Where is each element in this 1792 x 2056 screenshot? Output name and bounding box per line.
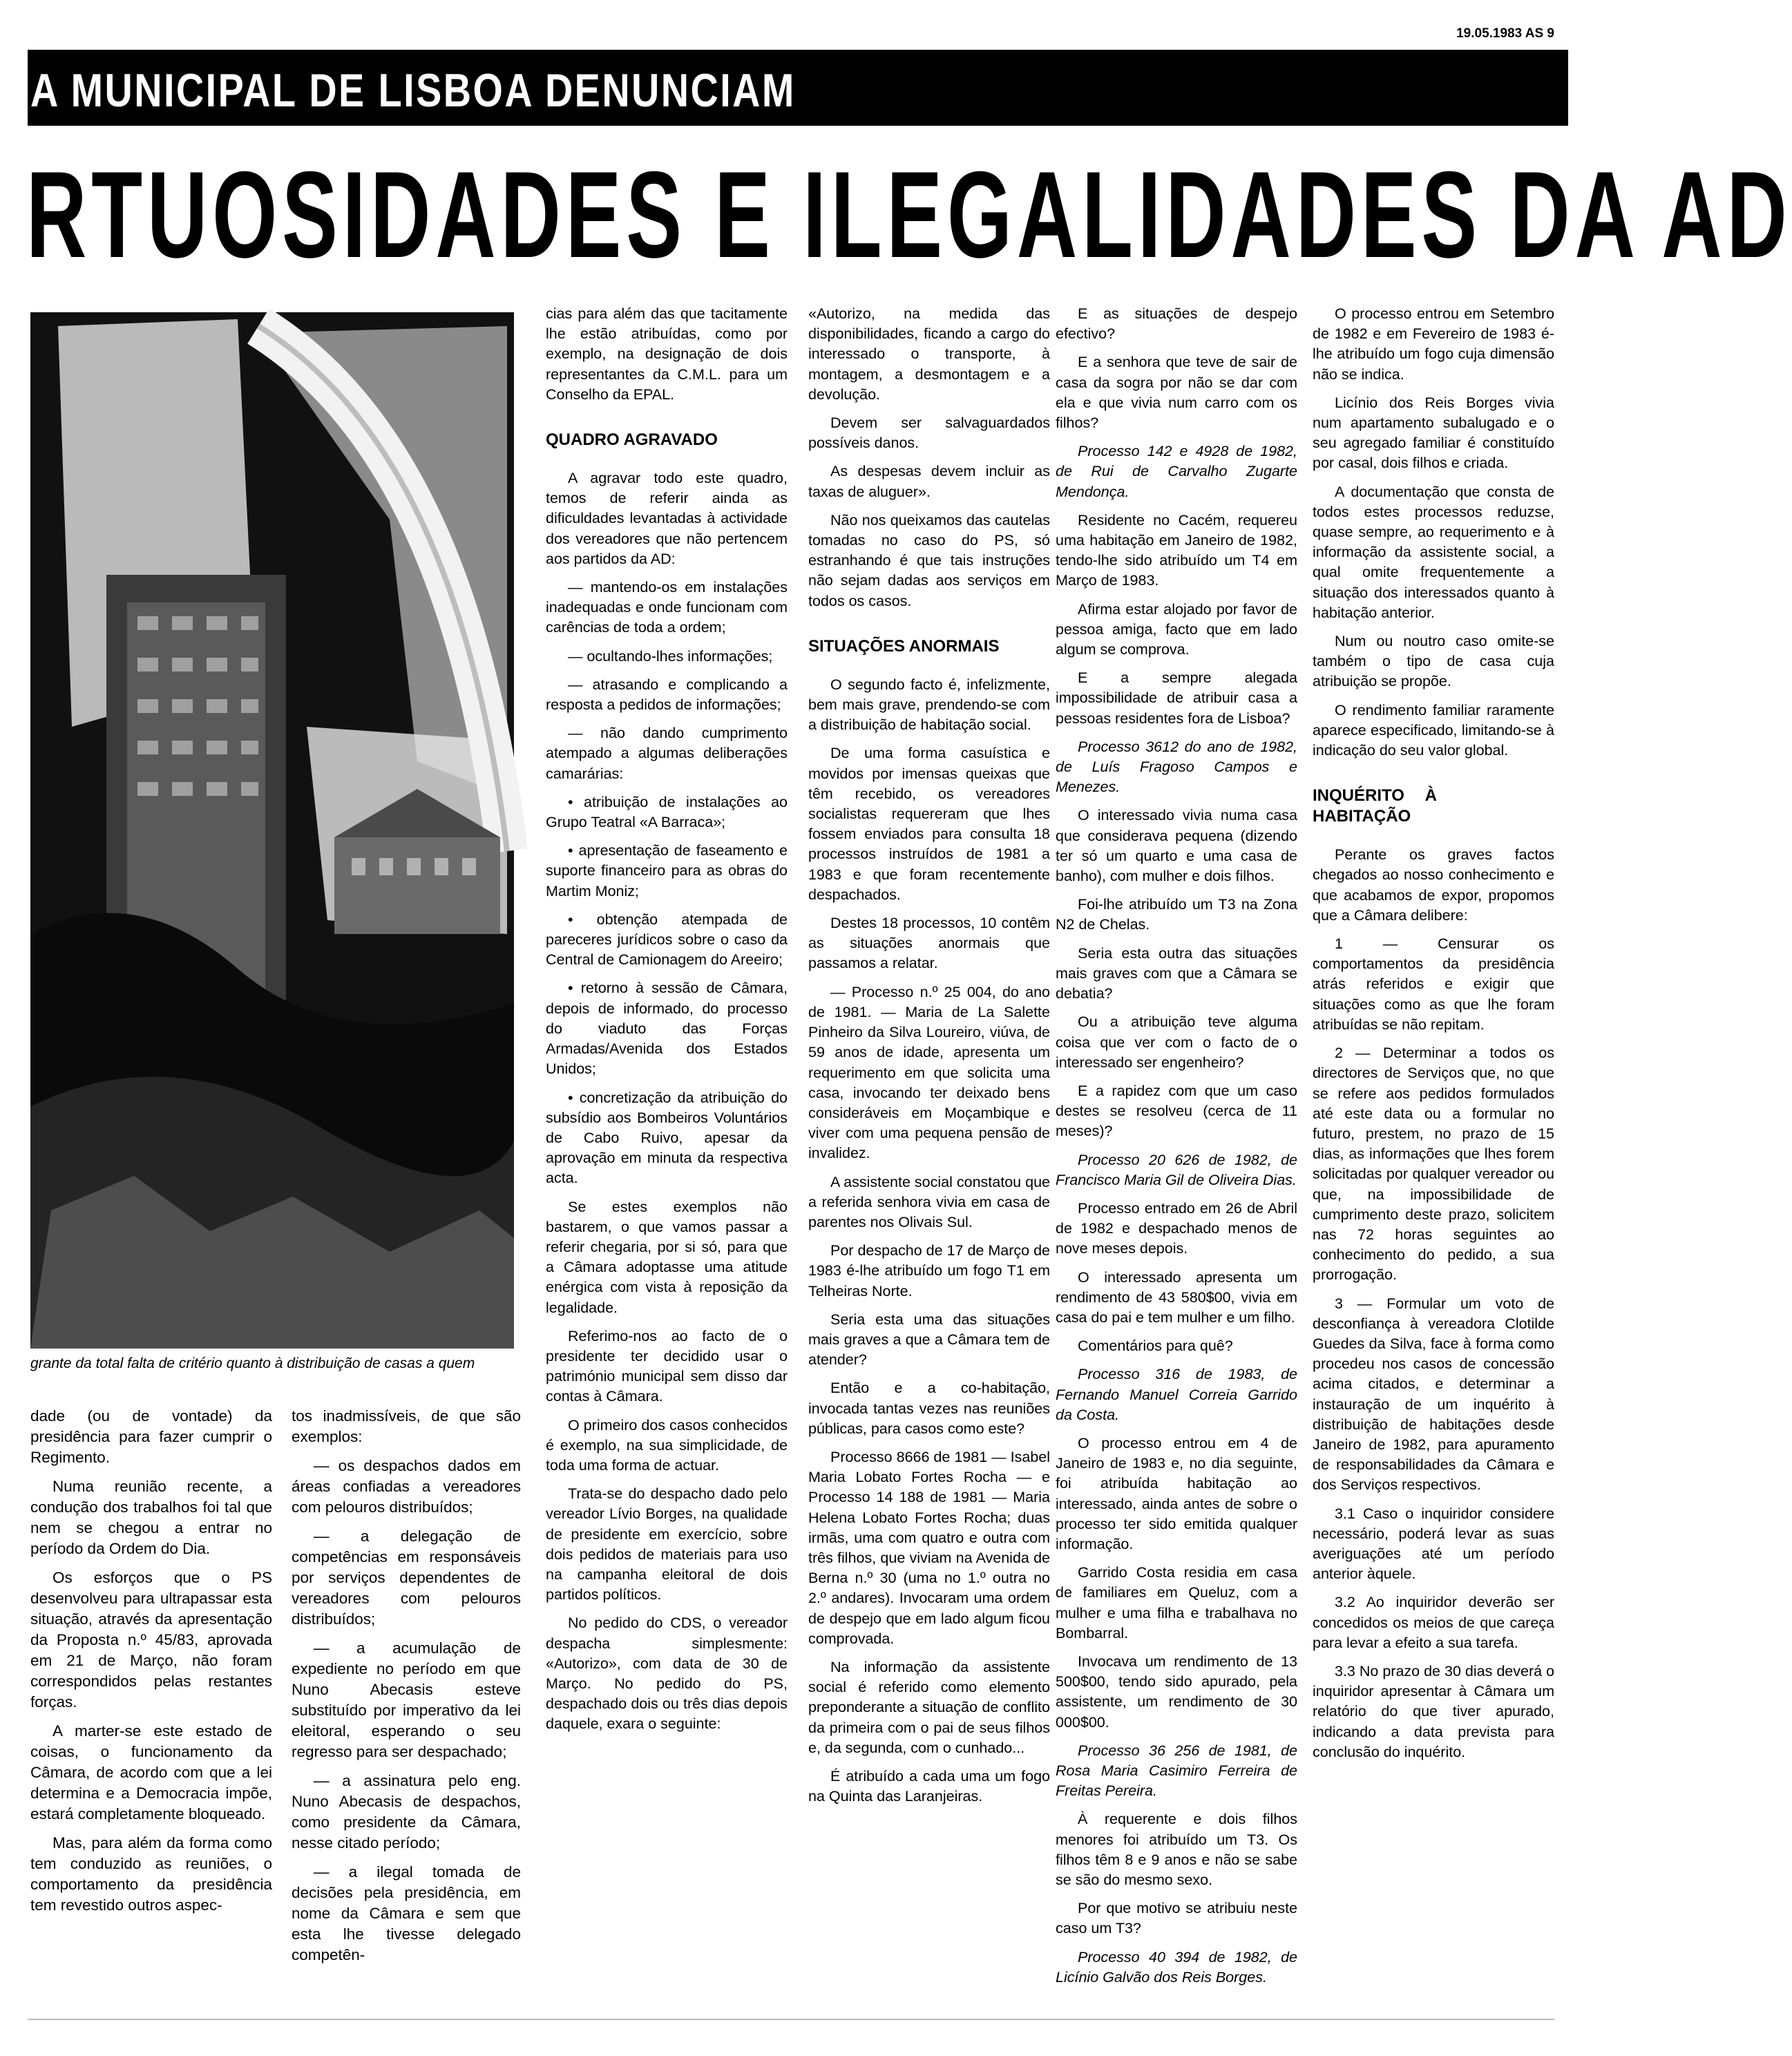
paragraph: Então e a co-habitação, invocada tantas vezes nas reuniões públicas, para casos como este? xyxy=(808,1380,1050,1437)
paragraph: 1 — Censurar os comportamentos da presidência atrás referidos e exigir que situações como as que lhe foram atribuídas se não repitam. xyxy=(1313,935,1554,1033)
paragraph: Processo entrado em 26 de Abril de 1982 e despachado menos de nove meses depois. xyxy=(1056,1199,1297,1257)
list-item: • apresentação de faseamento e suporte financeiro para as obras do Martim Moniz; xyxy=(546,842,788,900)
paragraph: 3.1 Caso o inquiridor considere necessário, poderá levar as suas averiguações até um período anterior àquele. xyxy=(1313,1505,1554,1583)
headline: RTUOSIDADES E ILEGALIDADES DA AD xyxy=(26,146,1792,283)
paragraph: — a acumulação de expediente no período em que Nuno Abecasis esteve substituído por imperativo da lei eleitoral, esperando o seu regresso para ser despachado; xyxy=(292,1639,521,1760)
paragraph: O processo entrou em Setembro de 1982 e em Fevereiro de 1983 é-lhe atribuído um fogo cuja dimensão não se indica. xyxy=(1313,305,1554,383)
list-item: • concretização da atribuição do subsídio aos Bombeiros Voluntários de Cabo Ruivo, apesar da aprovação em minuta da respectiva acta. xyxy=(546,1089,788,1187)
paragraph: — Processo n.º 25 004, do ano de 1981. — Maria de La Salette Pinheiro da Silva Loureiro, viúva, de 59 anos de idade, apresenta um requerimento em que solicita uma casa, invocando ter deixado bens consideráveis em Moçambique e viver com uma pequena pensão de invalidez. xyxy=(808,983,1050,1162)
paragraph: O processo entrou em 4 de Janeiro de 1983 e, no dia seguinte, foi atribuída habitação ao interessado, ainda antes de sobre o processo ter sido emitida qualquer informação. xyxy=(1056,1434,1297,1552)
paragraph: Garrido Costa residia em casa de familiares em Queluz, com a mulher e uma filha e trabalhava no Bombarral. xyxy=(1056,1564,1297,1641)
paragraph: Devem ser salvaguardados possíveis danos. xyxy=(808,415,1050,452)
column-1 xyxy=(30,1406,272,1924)
paragraph: Perante os graves factos chegados ao nosso conhecimento e que acabamos de expor, propomos que a Câmara delibere: xyxy=(1313,846,1554,924)
paragraph: O rendimento familiar raramente aparece especificado, limitando-se à indicação do seu valor global. xyxy=(1313,701,1554,759)
paragraph: A documentação que consta de todos estes processos reduzse, quase sempre, ao requerimento e à informação da assistente social, a qual omite frequentemente a situação dos interessados quanto à habitação anterior. xyxy=(1313,483,1554,621)
page-folio: 19.05.1983 AS 9 xyxy=(1456,26,1554,41)
list-item: • retorno à sessão de Câmara, depois de informado, do processo do viaduto das Forças Armadas/Avenida dos Estados Unidos; xyxy=(546,980,788,1078)
list-item: — não dando cumprimento atempado a algumas deliberações camarárias: xyxy=(546,725,788,782)
list-item: • obtenção atempada de pareceres jurídicos sobre o caso da Central de Camionagem do Areeiro; xyxy=(546,911,788,969)
paragraph: Os esforços que o PS desenvolveu para ultrapassar esta situação, através da apresentação da Proposta n.º 45/83, aprovada em 21 de Março, não foram correspondidos pelas restantes forças. xyxy=(30,1569,272,1711)
paragraph: Invocava um rendimento de 13 500$00, tendo sido apurado, pela assistente, um rendimento de 30 000$00. xyxy=(1056,1653,1297,1731)
list-item: — atrasando e complicando a resposta a pedidos de informações; xyxy=(546,676,788,714)
paragraph: Seria esta uma das situações mais graves a que a Câmara tem de atender? xyxy=(808,1311,1050,1369)
column-2-lower xyxy=(292,1406,521,1974)
section-heading: INQUÉRITO À HABITAÇÃO xyxy=(1313,786,1437,826)
paragraph: Processo 40 394 de 1982, de Licínio Galvão dos Reis Borges. xyxy=(1056,1948,1297,1986)
paragraph: Foi-lhe atribuído um T3 na Zona N2 de Chelas. xyxy=(1056,896,1297,933)
paragraph: Licínio dos Reis Borges vivia num apartamento subalugado e o seu agregado familiar é constituído por casal, dois filhos e criada. xyxy=(1313,394,1554,472)
photo-caption: grante da total falta de critério quanto à distribuição de casas a quem xyxy=(30,1355,475,1371)
paragraph: Processo 8666 de 1981 — Isabel Maria Lobato Fortes Rocha — e Processo 14 188 de 1981 — Maria Helena Lobato Fortes Rocha; duas irmãs, uma com quatro e outra com três filhos, que viviam na Avenida de Berna n.º 30 (uma no 1.º outra no 2.º andares). Invocaram uma ordem de despejo que em lado algum ficou comprovada. xyxy=(808,1448,1050,1647)
paragraph: As despesas devem incluir as taxas de aluguer». xyxy=(808,463,1050,500)
paragraph: Comentários para quê? xyxy=(1078,1338,1233,1355)
paragraph: A assistente social constatou que a referida senhora vivia em casa de parentes nos Olivais Sul. xyxy=(808,1173,1050,1230)
paragraph: tos inadmissíveis, de que são exemplos: xyxy=(292,1407,521,1445)
paragraph: Ou a atribuição teve alguma coisa que ver com o facto de o interessado ser engenheiro? xyxy=(1056,1013,1297,1071)
paragraph: A marter-se este estado de coisas, o funcionamento da Câmara, de acordo com que a lei determina e a Democracia impõe, estará completamente bloqueado. xyxy=(30,1722,272,1822)
section-heading: SITUAÇÕES ANORMAIS xyxy=(808,636,1000,656)
paragraph: E a rapidez com que um caso destes se resolveu (cerca de 11 meses)? xyxy=(1056,1082,1297,1140)
paragraph: 3.2 Ao inquiridor deverão ser concedidos os meios de que careça para levar a efeito a sua tarefa. xyxy=(1313,1594,1554,1651)
paragraph: À requerente e dois filhos menores foi atribuído um T3. Os filhos têm 8 e 9 anos e não se sabe se são do mesmo sexo. xyxy=(1056,1811,1297,1889)
paragraph: A agravar todo este quadro, temos de referir ainda as dificuldades levantadas à actividade dos vereadores que não pertencem aos partidos da AD: xyxy=(546,470,788,567)
paragraph: Residente no Cacém, requereu uma habitação em Janeiro de 1982, tendo-lhe sido atribuído um T4 em Março de 1983. xyxy=(1056,511,1297,589)
paragraph: Referimo-nos ao facto de o presidente ter decidido usar o património municipal sem disso dar contas à Câmara. xyxy=(546,1327,788,1405)
paragraph: dade (ou de vontade) da presidência para fazer cumprir o Regimento. xyxy=(30,1407,272,1466)
photo-illustration xyxy=(30,312,514,1349)
column-4 xyxy=(1056,304,1297,1996)
kicker-bar xyxy=(28,50,1568,126)
paragraph: — a ilegal tomada de decisões pela presidência, em nome da Câmara e sem que esta lhe tivesse delegado competên- xyxy=(292,1863,521,1963)
paragraph: Se estes exemplos não bastarem, o que vamos passar a referir chegaria, por si só, para que a Câmara adoptasse uma atitude enérgica com vista à reposição da legalidade. xyxy=(546,1198,788,1316)
news-photo xyxy=(30,312,514,1349)
paragraph: 3 — Formular um voto de desconfiança à vereadora Clotilde Guedes da Silva, face à forma como procedeu nos casos de concessão acima citados, e determinar a instauração de um inquérito à distribuição de habitações desde Janeiro de 1982, para apuramento de responsabilidades da Câmara e dos Serviços respectivos. xyxy=(1313,1295,1554,1494)
paragraph: Num ou noutro caso omite-se também o tipo de casa cuja atribuição se propõe. xyxy=(1313,633,1554,690)
paragraph: Trata-se do despacho dado pelo vereador Lívio Borges, na qualidade de presidente em exercício, sobre dois pedidos de materiais para uso na campanha eleitoral de dois partidos políticos. xyxy=(546,1485,788,1603)
column-5 xyxy=(1313,304,1554,1771)
list-item: • atribuição de instalações ao Grupo Teatral «A Barraca»; xyxy=(546,793,788,831)
column-2 xyxy=(546,304,788,1743)
paragraph: Processo 36 256 de 1981, de Rosa Maria Casimiro Ferreira de Freitas Pereira. xyxy=(1056,1742,1297,1800)
paragraph: Processo 20 626 de 1982, de Francisco Maria Gil de Oliveira Dias. xyxy=(1056,1151,1297,1188)
paragraph: Por que motivo se atribuiu neste caso um T3? xyxy=(1056,1900,1297,1937)
paragraph: E a senhora que teve de sair de casa da sogra por não se dar com ela e que vivia num carro com os filhos? xyxy=(1056,354,1297,432)
column-3 xyxy=(808,304,1050,1815)
section-heading: QUADRO AGRAVADO xyxy=(546,430,718,450)
paragraph: O primeiro dos casos conhecidos é exemplo, na sua simplicidade, de toda uma forma de actuar. xyxy=(546,1416,788,1474)
paragraph: Por despacho de 17 de Março de 1983 é-lhe atribuído um fogo T1 em Telheiras Norte. xyxy=(808,1242,1050,1300)
paragraph: — a delegação de competências em responsáveis por serviços dependentes de vereadores com pelouros distribuídos; xyxy=(292,1527,521,1628)
paragraph: Mas, para além da forma como tem conduzido as reuniões, o comportamento da presidência tem revestido outros aspec- xyxy=(30,1834,272,1914)
paragraph: Processo 316 de 1983, de Fernando Manuel Correia Garrido da Costa. xyxy=(1056,1366,1297,1423)
paragraph: Afirma estar alojado por favor de pessoa amiga, facto que em lado algum se comprova. xyxy=(1056,600,1297,658)
paragraph: Processo 3612 do ano de 1982, de Luís Fragoso Campos e Menezes. xyxy=(1056,738,1297,796)
paragraph: O segundo facto é, infelizmente, bem mais grave, prendendo-se com a distribuição de habitação social. xyxy=(808,676,1050,734)
list-item: — ocultando-lhes informações; xyxy=(568,647,773,665)
paragraph: De uma forma casuística e movidos por imensas queixas que têm recebido, os vereadores socialistas requereram que lhes fossem enviados para consulta 18 processos instruídos de 1981 a 1983 e que foram recentemente despachados. xyxy=(808,745,1050,903)
paragraph: O interessado apresenta um rendimento de 43 580$00, vivia em casa do pai e tem mulher e um filho. xyxy=(1056,1268,1297,1326)
paragraph: E a sempre alegada impossibilidade de atribuir casa a pessoas residentes fora de Lisboa? xyxy=(1056,669,1297,727)
paragraph: E as situações de despejo efectivo? xyxy=(1056,305,1297,343)
paragraph: cias para além das que tacitamente lhe estão atribuídas, como por exemplo, na designação de dois representantes da C.M.L. para um Conselho da EPAL. xyxy=(546,305,788,403)
paragraph: É atribuído a cada uma um fogo na Quinta das Laranjeiras. xyxy=(808,1768,1050,1805)
kicker-text: A MUNICIPAL DE LISBOA DENUNCIAM xyxy=(30,64,796,117)
paragraph: Numa reunião recente, a condução dos trabalhos foi tal que nem se chegou a entrar no período da Ordem do Dia. xyxy=(30,1478,272,1557)
paragraph: «Autorizo, na medida das disponibilidades, ficando a cargo do interessado o transporte, à montagem, a desmontagem e a devolução. xyxy=(808,305,1050,403)
paragraph: 3.3 No prazo de 30 dias deverá o inquiridor apresentar à Câmara um relatório do que tiver apurado, indicando a data prevista para conclusão do inquérito. xyxy=(1313,1662,1554,1760)
paragraph: Processo 142 e 4928 de 1982, de Rui de Carvalho Zugarte Mendonça. xyxy=(1056,443,1297,500)
bottom-rule xyxy=(28,2019,1554,2020)
paragraph: No pedido do CDS, o vereador despacha simplesmente: «Autorizo», com data de 30 de Março. No pedido do PS, despachado dois ou três dias depois daquele, exara o seguinte: xyxy=(546,1615,788,1733)
list-item: — mantendo-os em instalações inadequadas e onde funcionam com carências de toda a ordem; xyxy=(546,579,788,636)
paragraph: — a assinatura pelo eng. Nuno Abecasis de despachos, como presidente da Câmara, nesse citado período; xyxy=(292,1772,521,1852)
paragraph: Seria esta outra das situações mais graves com que a Câmara se debatia? xyxy=(1056,944,1297,1002)
paragraph: 2 — Determinar a todos os directores de Serviços que, no que se refere aos pedidos formulados até este data ou a formular no futuro, prestem, no prazo de 15 dias, as informações que lhes forem solicitadas por qualquer vereador ou que, na impossibilidade de cumprimento deste prazo, solicitem nas 72 horas seguintes ao conhecimento do pedido, a sua prorrogação. xyxy=(1313,1045,1554,1284)
paragraph: O interessado vivia numa casa que considerava pequena (dizendo ter só um quarto e uma casa de banho), com mulher e dois filhos. xyxy=(1056,807,1297,885)
paragraph: — os despachos dados em áreas confiadas a vereadores com pelouros distribuídos; xyxy=(292,1457,521,1516)
paragraph: Destes 18 processos, 10 contêm as situações anormais que passamos a relatar. xyxy=(808,915,1050,972)
paragraph: Não nos queixamos das cautelas tomadas no caso do PS, só estranhando é que tais instruções não sejam dadas aos serviços em todos os casos. xyxy=(808,511,1050,609)
paragraph: Na informação da assistente social é referido como elemento preponderante a situação de conflito da primeira com o pai de seus filhos e, da segunda, com o cunhado... xyxy=(808,1658,1050,1756)
